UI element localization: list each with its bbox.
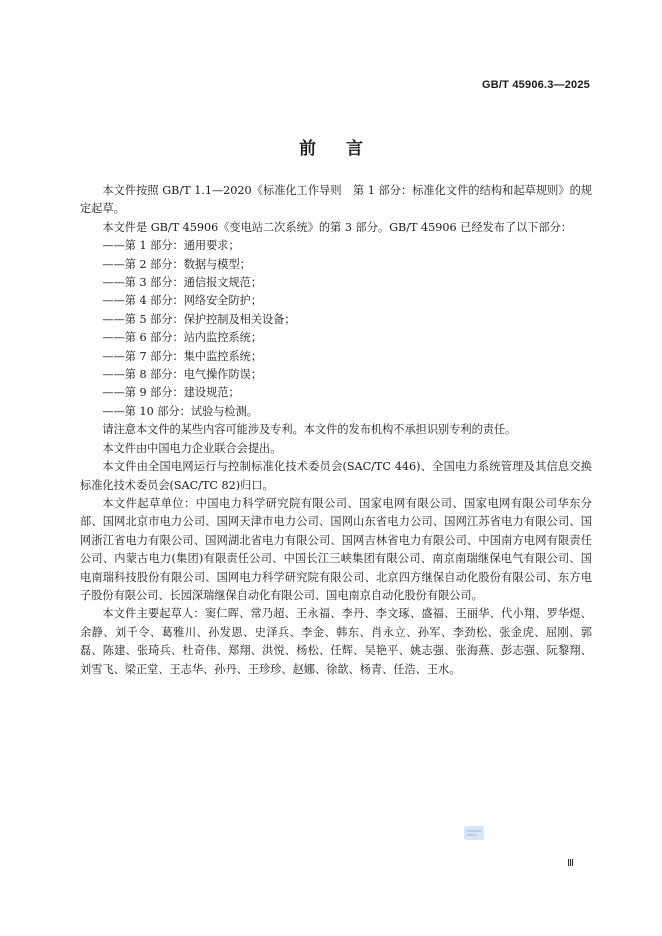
paragraph: 本文件由中国电力企业联合会提出。 [102, 441, 282, 455]
list-item: ——第 7 部分：集中监控系统； [102, 349, 263, 363]
list-item: ——第 10 部分：试验与检测。 [102, 404, 258, 418]
paragraph: 本文件由全国电网运行与控制标准化技术委员会(SAC/TC 446)、全国电力系统管理及其信息交换标准化技术委员会(SAC/TC 82)归口。 [80, 460, 592, 492]
title-char-2: 言 [346, 139, 363, 159]
list-item: ——第 8 部分：电气操作防误； [102, 368, 263, 382]
paragraph: 本文件按照 GB/T 1.1—2020《标准化工作导则 第 1 部分：标准化文件的结构和起草规则》的规定起草。 [80, 184, 592, 216]
page-number: Ⅲ [567, 858, 574, 869]
watermark-logo-icon [464, 826, 484, 840]
list-item: ——第 9 部分：建设规范； [102, 386, 240, 400]
title-char-1: 前 [299, 139, 316, 159]
list-item: ——第 4 部分：网络安全防护； [102, 294, 263, 308]
list-item: ——第 2 部分：数据与模型； [102, 257, 251, 271]
paragraph: 本文件是 GB/T 45906《变电站二次系统》的第 3 部分。GB/T 45906 已经发布了以下部分： [102, 220, 573, 234]
paragraph: 本文件主要起草人：窦仁晖、常乃超、王永福、李丹、李文琢、盛福、王丽华、代小翔、罗华煜、余静、刘千令、葛雅川、孙发恩、史泽兵、李金、韩东、肖永立、孙军、李劲松、张金虎、屈刚、郭磊、陈建、张琦兵、杜奇伟、郑翔、洪悦、杨松、任辉、吴艳平、姚志强、张海燕、彭志强、阮黎翔、刘雪飞、梁正堂、王志华、孙丹、王珍珍、赵娜、徐歆、杨青、任浩、王水。 [80, 607, 592, 676]
list-item: ——第 3 部分：通信报文规范； [102, 276, 263, 290]
paragraph: 本文件起草单位：中国电力科学研究院有限公司、国家电网有限公司、国家电网有限公司华东分部、国网北京市电力公司、国网天津市电力公司、国网山东省电力公司、国网江苏省电力有限公司、国网浙江省电力有限公司、国网湖北省电力有限公司、国网吉林省电力有限公司、中国南方电网有限责任公司、内蒙古电力(集团)有限责任公司、中国长江三峡集团有限公司、南京南瑞继保电气有限公司、国电南瑞科技股份有限公司、国网电力科学研究院有限公司、北京四方继保自动化股份有限公司、东方电子股份有限公司、长园深瑞继保自动化有限公司、国电南京自动化股份有限公司。 [80, 496, 592, 602]
list-item: ——第 6 部分：站内监控系统； [102, 331, 263, 345]
page-title [0, 134, 662, 159]
list-item: ——第 5 部分：保护控制及相关设备； [102, 312, 296, 326]
standard-code: GB/T 45906.3—2025 [482, 79, 590, 91]
paragraph: 请注意本文件的某些内容可能涉及专利。本文件的发布机构不承担识别专利的责任。 [102, 423, 517, 437]
document-body [80, 182, 592, 679]
list-item: ——第 1 部分：通用要求； [102, 239, 240, 253]
